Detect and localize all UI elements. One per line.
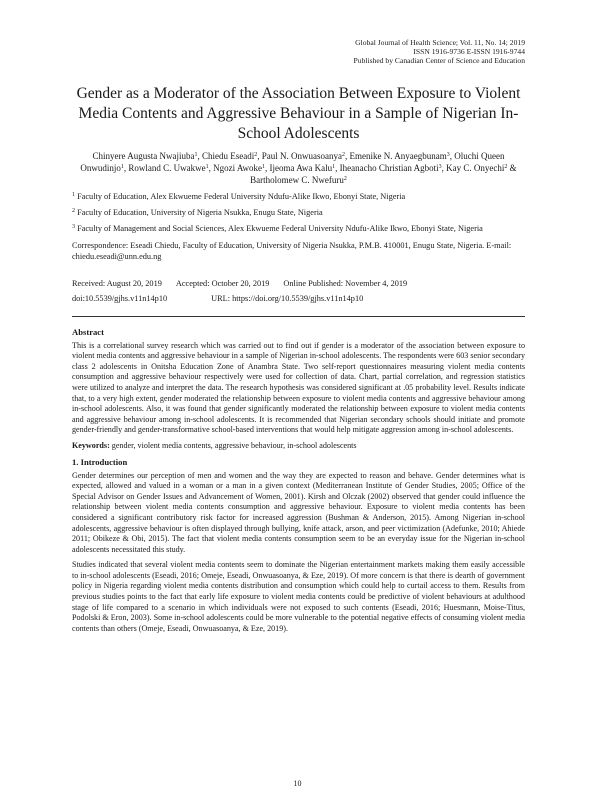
author-affiliation-marker: 2 (254, 151, 258, 158)
author-name: Rowland C. Uwakwe (128, 162, 206, 173)
keywords-label: Keywords: (72, 440, 110, 450)
author-name: Iheanacho Christian Agboti (339, 162, 439, 173)
author-separator: & (507, 162, 517, 173)
accepted-date: Accepted: October 20, 2019 (175, 278, 270, 288)
published-date: Online Published: November 4, 2019 (283, 278, 408, 288)
author-affiliation-marker: 3 (446, 151, 450, 158)
author-name: Ijeoma Awa Kalu (269, 162, 333, 173)
author-affiliation-marker: 2 (342, 151, 345, 158)
author-name: Emenike N. Anyaegbunam (349, 150, 447, 161)
author-affiliation-marker: 1 (205, 163, 209, 170)
affiliation-1 (72, 191, 525, 202)
author-separator: , (441, 162, 447, 173)
author-name: Paul N. Onwuasoanya (261, 150, 342, 161)
affiliation-3 (72, 223, 525, 234)
page-number: 10 (293, 779, 302, 788)
affiliation-text: Faculty of Education, Alex Ekwueme Federal University Ndufu-Alike Ikwo, Ebonyi State, Nigeria (77, 191, 406, 201)
author-name: Chinyere Augusta Nwajiuba (92, 150, 195, 161)
author-list (72, 150, 525, 186)
doi-line (72, 293, 525, 304)
paper-page (72, 38, 525, 634)
journal-header (72, 38, 525, 66)
author-separator: , (265, 162, 270, 173)
journal-publisher: Published by Canadian Center of Science and Education (353, 56, 525, 66)
author-affiliation-marker: 1 (332, 163, 336, 170)
author-separator: , (449, 150, 455, 161)
author-name: Chiedu Eseadi (202, 150, 255, 161)
intro-paragraph-2: Studies indicated that several violent media contents seem to dominate the Nigerian entertainment markets making them easily accessible to in-school adolescents (Eseadi, 2016; Omeje, Eseadi, Onwuasoanya, & Eze, 2019). Of more concern is that there is dearth of government policy in Nigeria regarding violent media contents distribution and consumption which could help to curtail access to them. Results from previous studies points to the fact that early life exposure to violent media contents could be predictive of violent behaviours at adulthood stage of life compared to a scenario in which individuals were not exposed to such contents (Eseadi, 2016; Huesmann, Moise-Titus, Podolski & Eron, 2003). Some in-school adolescents could be more vulnerable to the potential negative effects of consuming violent media contents than others (Omeje, Eseadi, Onwuasoanya, & Eze, 2019). (72, 560, 525, 633)
introduction-heading: 1. Introduction (72, 456, 128, 467)
affiliation-marker: 2 (72, 207, 75, 214)
affiliation-text: Faculty of Education, University of Nigeria Nsukka, Enugu State, Nigeria (77, 207, 323, 217)
author-affiliation-marker: 2 (504, 163, 508, 170)
doi-url[interactable]: URL: https://doi.org/10.5539/gjhs.v11n14p10 (211, 293, 364, 303)
affiliation-text: Faculty of Management and Social Sciences, Alex Ekwueme Federal University Ndufu-Alike Ikwo, Ebonyi State, Nigeria (77, 223, 483, 233)
doi: doi:10.5539/gjhs.v11n14p10 (72, 293, 168, 303)
affiliation-marker: 1 (72, 191, 75, 198)
author-affiliation-marker: 1 (262, 163, 265, 170)
author-separator: , (208, 162, 214, 173)
intro-paragraph-1: Gender determines our perception of men and women and the way they are expected to reason and behave. Gender determines what is expected, allowed and valued in a woman or a man in a given context (Mediterranean Institute of Gender Studies, 2005; Office of the Special Advisor on Gender Issues and Advancement of Women, 2001). Kirsh and Olczak (2002) observed that gender could influence the relationship between violent media contents consumption and aggressive behaviour. Exposure to violent media contents has been considered a significant contributory risk factor for increased aggression (Bushman & Anderson, 2015). Among Nigerian in-school adolescents, aggressive behaviour is often displayed through bullying, knife attack, arson, and peer victimization (Adefunke, 2010; Ahiede 2011; Obikeze & Obi, 2015). The fact that violent media contents consumption seem to be an everyday issue for the Nigerian in-school adolescents necessitated this study. (72, 470, 525, 554)
journal-name: Global Journal of Health Science; Vol. 11, No. 14; 2019 (355, 38, 525, 47)
author-affiliation-marker: 1 (120, 163, 124, 170)
paper-title: Gender as a Moderator of the Association Between Exposure to Violent Media Contents and Aggressive Behaviour in a Sample of Nigerian In-School Adolescents (76, 84, 521, 142)
keywords (72, 441, 525, 452)
affiliation-2 (72, 207, 525, 218)
affiliation-marker: 3 (72, 223, 75, 230)
author-separator: , (123, 162, 129, 173)
author-name: Ngozi Awoke (213, 162, 262, 173)
received-date: Received: August 20, 2019 (72, 278, 162, 288)
abstract-heading: Abstract (72, 326, 104, 337)
author-separator: , (257, 150, 262, 161)
author-name: Oluchi Queen Onwudinjo (80, 150, 505, 173)
publication-dates (72, 278, 525, 289)
author-affiliation-marker: 3 (438, 163, 442, 170)
journal-issn: ISSN 1916-9736 E-ISSN 1916-9744 (413, 47, 525, 57)
author-affiliation-marker: 1 (194, 151, 198, 158)
author-separator: , (345, 150, 350, 161)
correspondence: Correspondence: Eseadi Chiedu, Faculty of Education, University of Nigeria Nsukka, P.M.B. 410001, Enugu State, Nigeria. E-mail: chiedu.eseadi@unn.edu.ng (72, 240, 512, 261)
author-name: Bartholomew C. Nwefuru (250, 174, 344, 185)
author-separator: , (335, 162, 340, 173)
author-name: Kay C. Onyechi (446, 162, 505, 173)
author-affiliation-marker: 2 (343, 175, 347, 182)
abstract-text: This is a correlational survey research which was carried out to find out if gender is a moderator of the association between exposure to violent media contents and aggressive behaviour in a sample of Nigerian in-school adolescents. The respondents were 603 senior secondary class 2 adolescents in Onitsha Education Zone of Anambra State. Two self-report questionnaires measuring violent media contents consumption and aggressive behaviour respectively were used for collection of data. Chart, partial correlation, and regression statistics were utilized to analyze and interpret the data. The research hypothesis was considered significant at .05 probability level. Results indicate that, to a very high extent, gender moderated the relationship between exposure to violent media contents and aggressive behaviour among in-school adolescents. Also, it was found that gender significantly moderated the relationship between exposure to violent media contents and aggressive behaviour among in-school adolescents. It is recommended that Nigerian secondary schools should initiate and promote gender-friendly and gender-transformative school-based interventions that would help mitigate aggression among in-school adolescents. (72, 340, 525, 435)
author-separator: , (197, 150, 202, 161)
keywords-text: gender, violent media contents, aggressive behaviour, in-school adolescents (109, 440, 357, 450)
divider (72, 316, 525, 317)
